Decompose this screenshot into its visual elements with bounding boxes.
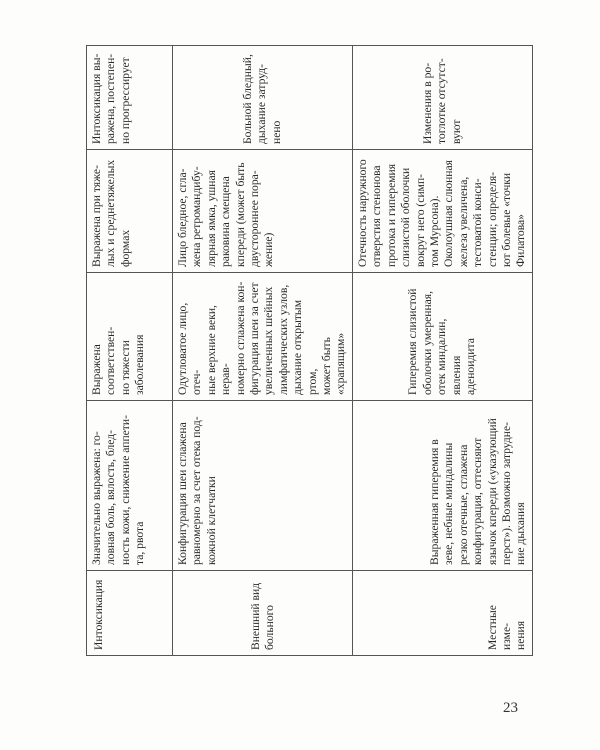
rotated-table-frame — [86, 46, 528, 656]
table-cell: Выражена соответствен- но тяжести заболевания — [87, 273, 173, 401]
table-cell: Отечность наружного отверстия стенонова протока и гиперемия слизистой оболочки вокруг него (симп- том Мурсона). Околоушная слюнная железа увеличена, тестоватой конси- стенции; определя- ют болевые «точки Филатова» — [352, 150, 532, 273]
table-cell: Изменения в ро- тоглотке отсутст- вуют — [352, 46, 532, 150]
table-row-appearance — [173, 46, 353, 656]
table-cell: Одутловатое лицо, отеч- ные верхние веки, нерав- номерно сглажена кон- фигурация шеи за счет увеличенных шейных лимфатических узлов, дыхание открытым ртом, может быть «храпящим» — [173, 273, 353, 401]
table-cell: Конфигурация шеи сглажена равномерно за счет отека под- кожной клетчатки — [173, 401, 353, 571]
table-row-intoxication — [87, 46, 173, 656]
table-cell: Гиперемия слизистой оболочки умеренная, отек миндалин, явления аденоидита — [352, 273, 532, 401]
table-row-local-changes — [352, 46, 532, 656]
table-cell: Больной бледный, дыхание затруд- нено — [173, 46, 353, 150]
table-cell: Лицо бледное, сгла- жена ретромандибу- лярная ямка, ушная раковина смещена кпереди (может быть двустороннее пора- жение) — [173, 150, 353, 273]
comparison-table — [86, 45, 533, 656]
table-cell: Выражена при тяже- лых и среднетяжелых формах — [87, 150, 173, 273]
row-header-cell: Внешний вид больного — [173, 571, 353, 656]
row-header-cell: Местные изме- нения — [352, 571, 532, 656]
table-cell: Интоксикация вы- ражена, постепен- но прогрессирует — [87, 46, 173, 150]
page-number: 23 — [503, 700, 518, 716]
table-cell: Значительно выражена: го- ловная боль, вялость, блед- ность кожи, снижение аппети- та, рвота — [87, 401, 173, 571]
table-cell: Выраженная гиперемия в зеве, небные миндалины резко отечные, сглажена конфигурация, оттесняют язычок кпереди («указующий перст»). Возможно затрудне- ние дыхания — [352, 401, 532, 571]
row-header-cell: Интоксикация — [87, 571, 173, 656]
